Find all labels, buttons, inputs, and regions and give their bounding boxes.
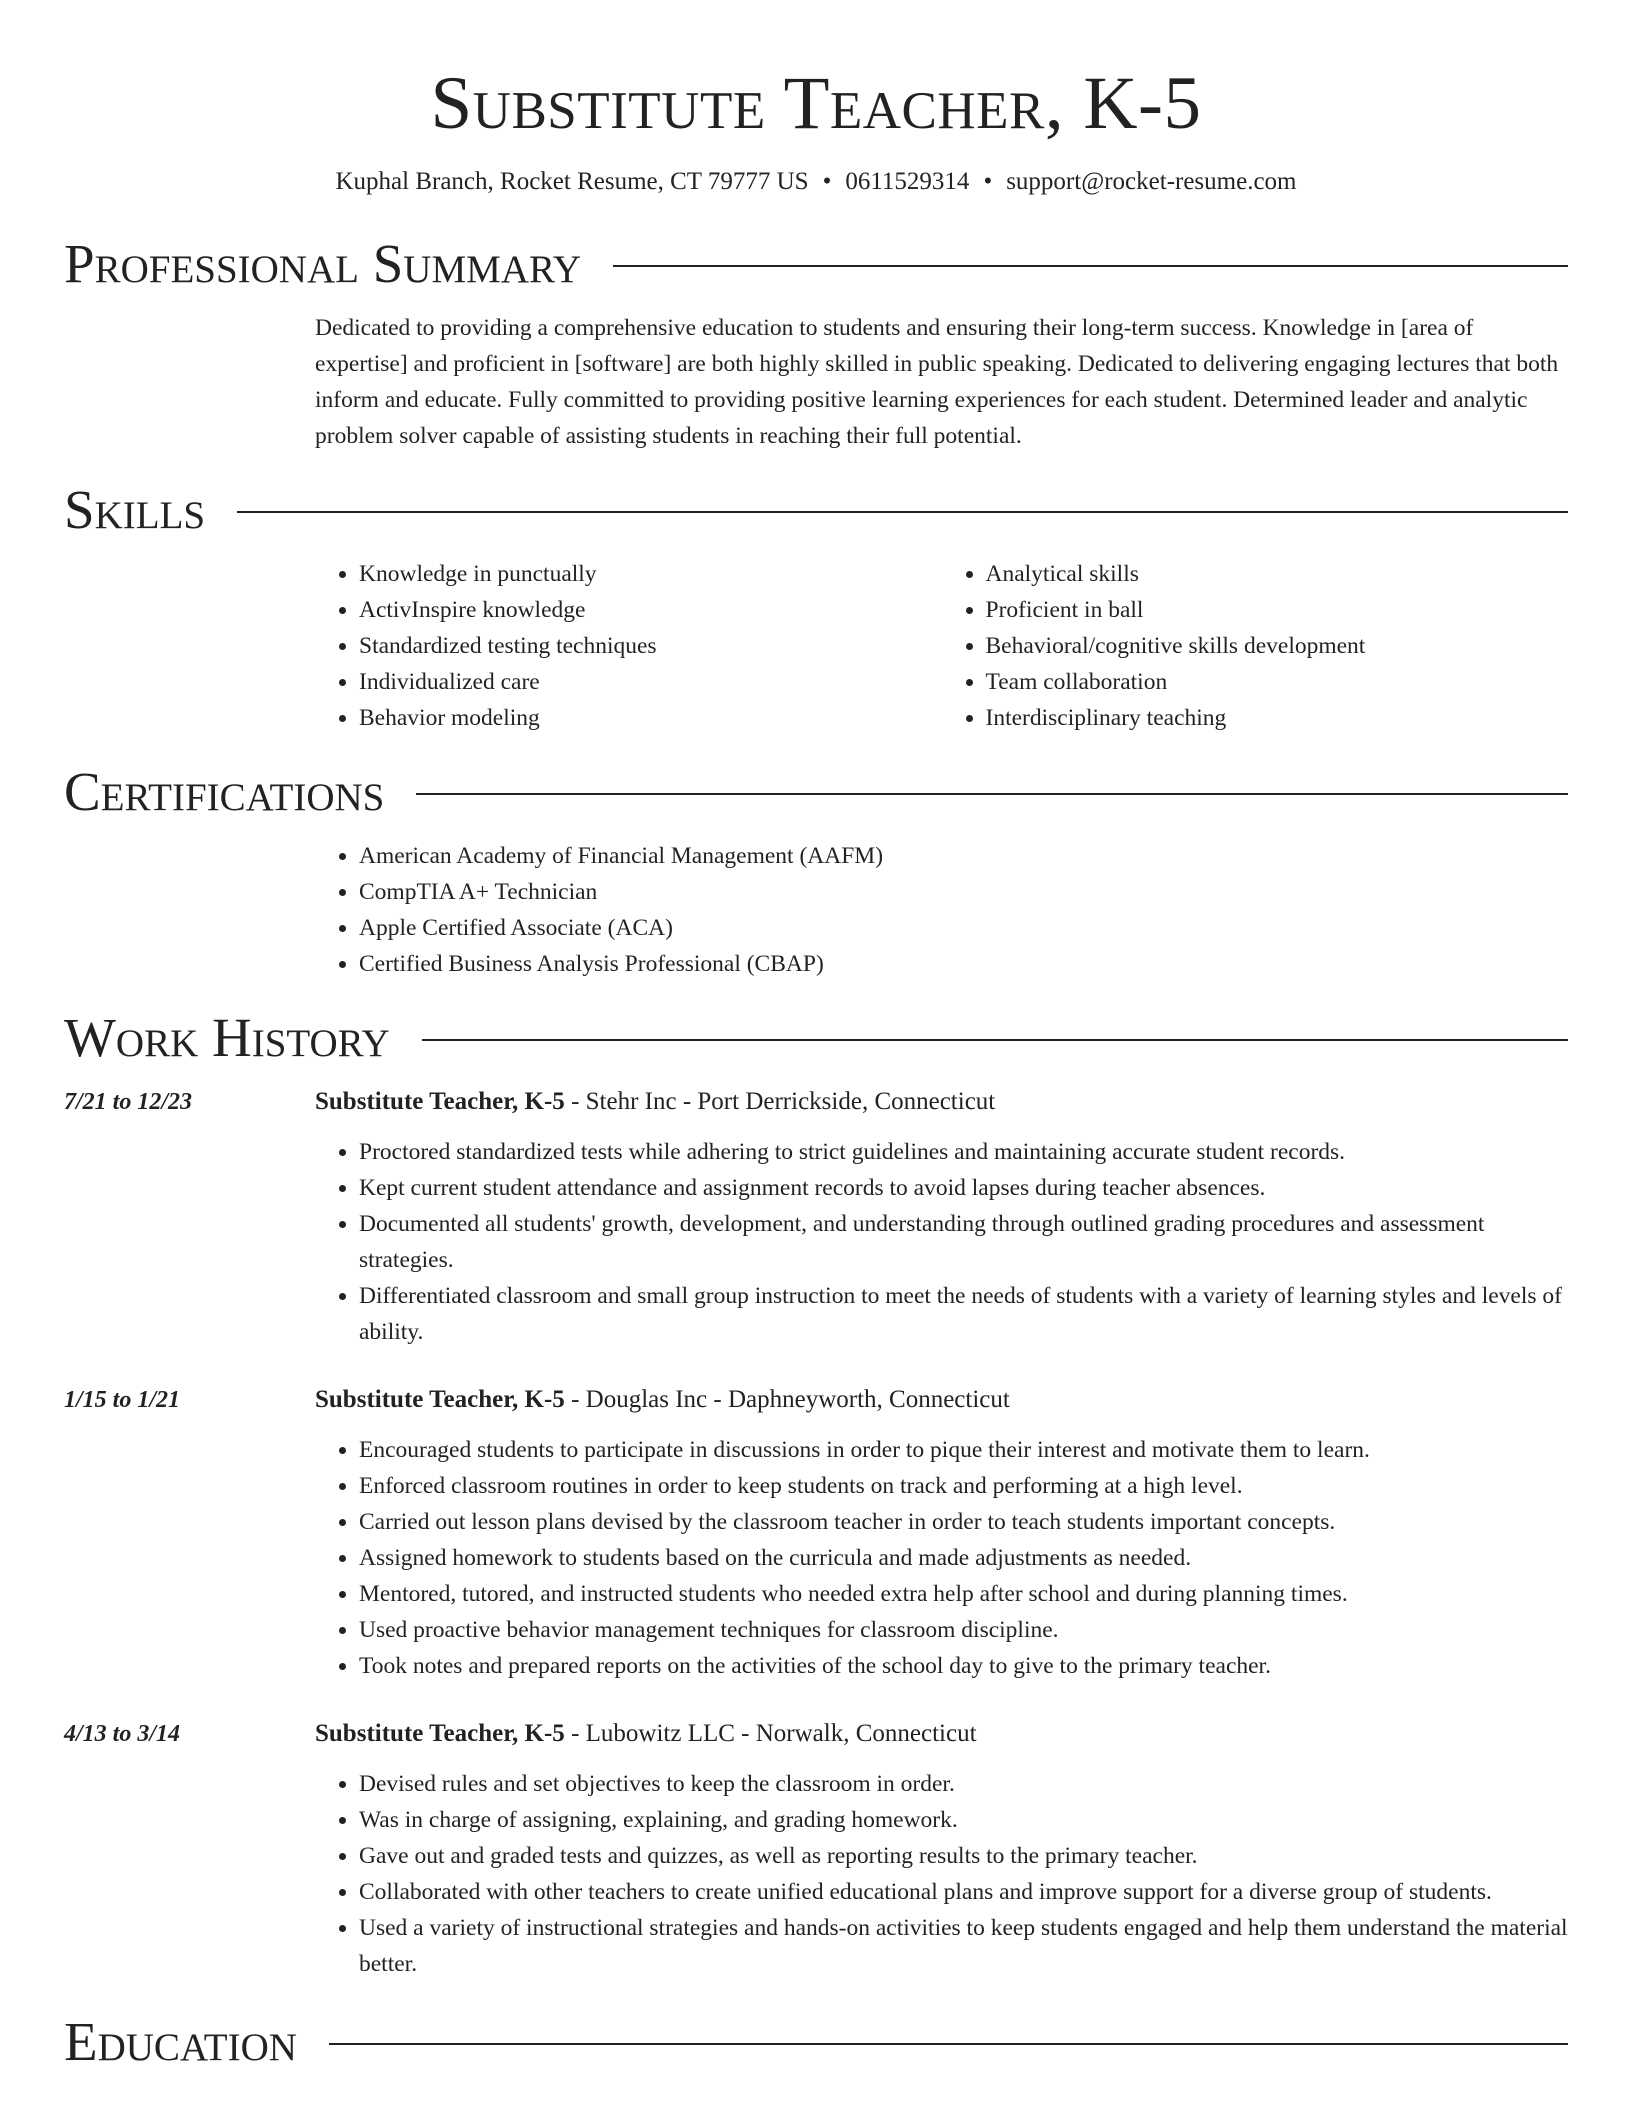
job-bullet: • Kept current student attendance and assignment records to avoid lapses during teacher absences. bbox=[359, 1170, 1568, 1206]
work-section-header bbox=[64, 1006, 1568, 1070]
job-bullet: • Took notes and prepared reports on the activities of the school day to give to the primary teacher. bbox=[359, 1648, 1568, 1684]
job-bullets bbox=[315, 1134, 1568, 1350]
summary-section-header bbox=[64, 232, 1568, 296]
skill-item: • Interdisciplinary teaching bbox=[986, 700, 1569, 736]
job-bullet: • Encouraged students to participate in discussions in order to pique their interest and motivate them to learn. bbox=[359, 1432, 1568, 1468]
job-bullet: • Differentiated classroom and small group instruction to meet the needs of students with a variety of learning styles and levels of ability. bbox=[359, 1278, 1568, 1350]
certification-item: • Apple Certified Associate (ACA) bbox=[359, 910, 1568, 946]
job-company-location: - Stehr Inc - Port Derrickside, Connecticut bbox=[564, 1088, 996, 1115]
skills-body bbox=[315, 556, 1568, 736]
job-title-line bbox=[315, 1382, 1568, 1418]
job-title-line bbox=[315, 1084, 1568, 1120]
skill-item: • Team collaboration bbox=[986, 664, 1569, 700]
job-bullet: • Assigned homework to students based on the curricula and made adjustments as needed. bbox=[359, 1540, 1568, 1576]
skills-section-header bbox=[64, 478, 1568, 542]
job-bullet: • Enforced classroom routines in order to keep students on track and performing at a high level. bbox=[359, 1468, 1568, 1504]
skill-item: • Proficient in ball bbox=[986, 592, 1569, 628]
job-body bbox=[315, 1084, 1568, 1350]
job-bullet: • Used a variety of instructional strategies and hands-on activities to keep students engaged and help them understand the material better. bbox=[359, 1910, 1568, 1982]
job-title-line bbox=[315, 1716, 1568, 1752]
job-entry bbox=[64, 1716, 1568, 1982]
certifications-section-title: Certifications bbox=[64, 761, 385, 822]
section-divider bbox=[613, 265, 1568, 267]
job-entry bbox=[64, 1382, 1568, 1684]
contact-line bbox=[64, 166, 1568, 198]
contact-separator: • bbox=[983, 168, 993, 195]
job-dates: 1/15 to 1/21 bbox=[64, 1387, 181, 1413]
skills-section-title: Skills bbox=[64, 479, 206, 540]
skill-item: • Standardized testing techniques bbox=[359, 628, 942, 664]
certifications-section-header bbox=[64, 760, 1568, 824]
job-bullet: • Collaborated with other teachers to create unified educational plans and improve support for a diverse group of students. bbox=[359, 1874, 1568, 1910]
skills-list-left bbox=[315, 556, 942, 736]
skills-list-right bbox=[942, 556, 1569, 736]
summary-body bbox=[315, 310, 1568, 454]
certification-item: • CompTIA A+ Technician bbox=[359, 874, 1568, 910]
job-company-location: - Lubowitz LLC - Norwalk, Connecticut bbox=[564, 1720, 977, 1747]
certification-item: • Certified Business Analysis Professional (CBAP) bbox=[359, 946, 1568, 982]
section-divider bbox=[416, 793, 1568, 795]
contact-address: Kuphal Branch, Rocket Resume, CT 79777 US bbox=[335, 168, 809, 195]
skill-item: • Analytical skills bbox=[986, 556, 1569, 592]
job-bullet: • Proctored standardized tests while adhering to strict guidelines and maintaining accurate student records. bbox=[359, 1134, 1568, 1170]
job-bullet: • Carried out lesson plans devised by the classroom teacher in order to teach students important concepts. bbox=[359, 1504, 1568, 1540]
section-divider bbox=[329, 2043, 1568, 2045]
education-section-title: Education bbox=[64, 2011, 297, 2072]
section-divider bbox=[237, 511, 1568, 513]
job-bullet: • Gave out and graded tests and quizzes, as well as reporting results to the primary teacher. bbox=[359, 1838, 1568, 1874]
skill-item: • Behavior modeling bbox=[359, 700, 942, 736]
contact-phone: 0611529314 bbox=[845, 168, 970, 195]
job-dates: 7/21 to 12/23 bbox=[64, 1089, 193, 1115]
section-divider bbox=[422, 1039, 1568, 1041]
job-bullet: • Devised rules and set objectives to keep the classroom in order. bbox=[359, 1766, 1568, 1802]
contact-email[interactable]: support@rocket-resume.com bbox=[1006, 168, 1297, 195]
job-bullets bbox=[315, 1432, 1568, 1684]
skills-grid bbox=[315, 556, 1568, 736]
certification-item: • American Academy of Financial Management (AAFM) bbox=[359, 838, 1568, 874]
skill-item: • ActivInspire knowledge bbox=[359, 592, 942, 628]
job-company-location: - Douglas Inc - Daphneyworth, Connecticut bbox=[564, 1386, 1010, 1413]
work-section-title: Work History bbox=[64, 1007, 390, 1068]
job-body bbox=[315, 1716, 1568, 1982]
job-entry bbox=[64, 1084, 1568, 1350]
job-body bbox=[315, 1382, 1568, 1684]
certifications-body bbox=[315, 838, 1568, 982]
job-bullet: • Documented all students' growth, development, and understanding through outlined grading procedures and assessment strategies. bbox=[359, 1206, 1568, 1278]
summary-section-title: Professional Summary bbox=[64, 233, 582, 294]
contact-separator: • bbox=[822, 168, 832, 195]
skill-item: • Behavioral/cognitive skills development bbox=[986, 628, 1569, 664]
candidate-name: Substitute Teacher, K-5 bbox=[430, 62, 1202, 145]
job-bullet: • Used proactive behavior management techniques for classroom discipline. bbox=[359, 1612, 1568, 1648]
job-dates: 4/13 to 3/14 bbox=[64, 1721, 181, 1747]
job-bullet: • Was in charge of assigning, explaining, and grading homework. bbox=[359, 1802, 1568, 1838]
job-role: Substitute Teacher, K-5 bbox=[315, 1720, 565, 1747]
job-role: Substitute Teacher, K-5 bbox=[315, 1088, 565, 1115]
summary-text: Dedicated to providing a comprehensive education to students and ensuring their long-term success. Knowledge in [area of expertise] and proficient in [software] are both highly skilled in public speaking. Dedicated to delivering engaging lectures that both inform and educate. Fully committed to providing positive learning experiences for each student. Determined leader and analytic problem solver capable of assisting students in reaching their full potential. bbox=[315, 315, 1559, 449]
skill-item: • Knowledge in punctually bbox=[359, 556, 942, 592]
job-role: Substitute Teacher, K-5 bbox=[315, 1386, 565, 1413]
education-section-header bbox=[64, 2010, 1568, 2074]
skill-item: • Individualized care bbox=[359, 664, 942, 700]
certifications-list bbox=[315, 838, 1568, 982]
job-bullet: • Mentored, tutored, and instructed students who needed extra help after school and during planning times. bbox=[359, 1576, 1568, 1612]
job-bullets bbox=[315, 1766, 1568, 1982]
